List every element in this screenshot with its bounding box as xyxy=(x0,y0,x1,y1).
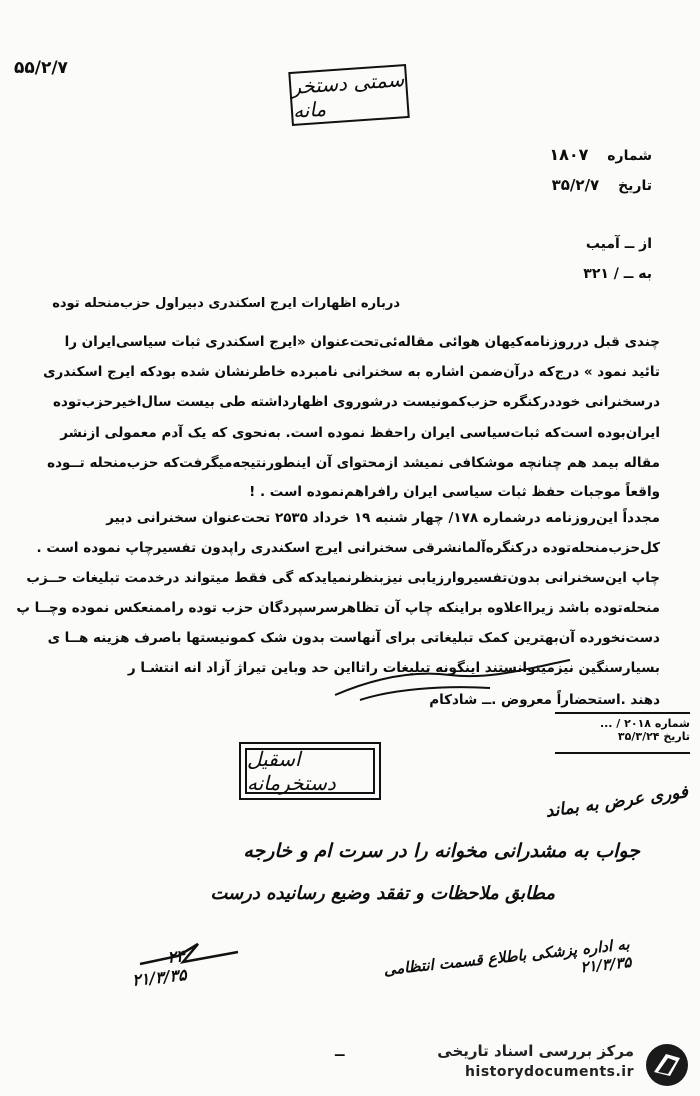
margin-note: فوری عرض به بماند xyxy=(543,782,689,822)
watermark-logo-icon xyxy=(644,1042,690,1088)
date-label: تاریخ xyxy=(618,178,652,194)
body-line: چاپ این‌سخنرانی بدون‌تفسیروارزیابی نیزبنظرنمیاید‌که گی فقط میتواند درخدمت تبلیغات حــزب xyxy=(26,570,660,586)
body-line: واقعاً موجبات حفظ ثبات سیاسی ایران رافراهم‌نموده است . ! xyxy=(249,484,660,500)
watermark-url: historydocuments.ir xyxy=(465,1064,634,1080)
watermark xyxy=(424,1040,694,1090)
letter-to: به ــ / ۳۲۱ xyxy=(583,266,652,282)
body-line: دهند .استحضاراً معروض .ــ شادکام xyxy=(429,692,660,708)
handwritten-scribble xyxy=(330,650,630,710)
registration-stamp xyxy=(555,712,690,754)
middle-stamp-text: اسقیل دستخرمانه xyxy=(247,747,336,795)
body-line: کل‌حزب‌منحله‌توده درکنگره‌آلمانشرقی سخنرانی ایرج اسکندری راپدون تفسیرچاپ نموده است . xyxy=(36,540,660,556)
number-label: شماره xyxy=(607,148,652,164)
left-signature-flourish xyxy=(138,934,258,974)
left-signature-text: ۲۴ ۲۱/۳/۳۵ xyxy=(131,946,188,990)
letter-subject: درباره اظهارات ایرج اسکندری دبیراول حزب‌منحله توده xyxy=(52,296,400,311)
body-line: مجدداً این‌روزنامه درشماره ۱۷۸/ چهار شنبه ۱۹ خرداد ۲۵۳۵ تحت‌عنوان سخنرانی دبیر xyxy=(106,510,660,526)
right-signature-block xyxy=(381,917,632,997)
top-classification-stamp xyxy=(288,64,409,126)
footer-mark: ــ xyxy=(335,1044,345,1060)
body-line: بسیارسنگین نیزمیتوانستند اینگونه تبلیغات راتااین حد وباین تیراژ آزاد انه انتشـا ر xyxy=(127,660,660,676)
body-line: دست‌نخورده آن‌بهترین کمک تبلیغاتی برای آنهاست بدون شک کمونیستها باصرف هزینه هــا ی xyxy=(47,630,660,646)
body-line: ایران‌بوده است‌که ثبات‌سیاسی ایران راحفظ نموده است. به‌نحوی که یک آدم معمولی ازنشر xyxy=(60,425,660,441)
letter-from: از ــ آمیب xyxy=(585,236,652,252)
handwritten-line: مطابق ملاحظات و تفقد وضیع رسانیده درست xyxy=(210,883,555,904)
document-number-row xyxy=(549,145,652,164)
handwritten-line: جواب به مشدرانی مخوانه را در سرت ام و خارجه xyxy=(243,840,640,862)
body-line: درسخنرانی خوددرکنگره حزب‌کمونیست درشوروی اظهارداشته طی بیست سال‌اخیرحزب‌توده xyxy=(53,394,660,410)
right-signature-text: به اداره پزشکی باطلاع قسمت انتظامی ۲۱/۳/۳۵ xyxy=(382,935,633,979)
body-line: چندی قبل درروزنامه‌کیهان هوائی مقاله‌ئی‌تحت‌عنوان «ایرج اسکندری ثبات سیاسی‌ایران را xyxy=(64,334,660,350)
body-line: مقاله بیمد هم چنانچه موشکافی نمیشد ازمحتوای آن اینطورنتیجه‌میگرفت‌که حزب‌منحله تــوده xyxy=(47,455,660,471)
number-value: ۱۸۰۷ xyxy=(549,145,589,164)
registration-stamp-line2: تاریخ ۳۵/۳/۲۴ xyxy=(617,730,690,743)
body-line: منحله‌توده باشد زیرااعلاوه براینکه چاپ آن تظاهرسرسپردگان حزب توده راممنعکس نموده وچــا پ xyxy=(16,600,660,616)
top-stamp-text: سمتی دستخر مانه xyxy=(290,67,405,123)
registration-stamp-line1: شماره ۲۰۱۸ / ... xyxy=(599,717,690,730)
date-value: ۳۵/۲/۷ xyxy=(551,176,600,194)
body-line: تائید نمود » درج‌که درآن‌ضمن اشاره به سخنرانی نامبرده خاطرنشان شده بودکه ایرج اسکندری xyxy=(43,364,660,380)
document-date-row xyxy=(552,176,652,194)
middle-classification-stamp xyxy=(245,748,375,794)
corner-reference-number: ۵۵/۲/۷ xyxy=(14,58,68,78)
watermark-title: مرکز بررسی اسناد تاریخی xyxy=(437,1042,634,1060)
